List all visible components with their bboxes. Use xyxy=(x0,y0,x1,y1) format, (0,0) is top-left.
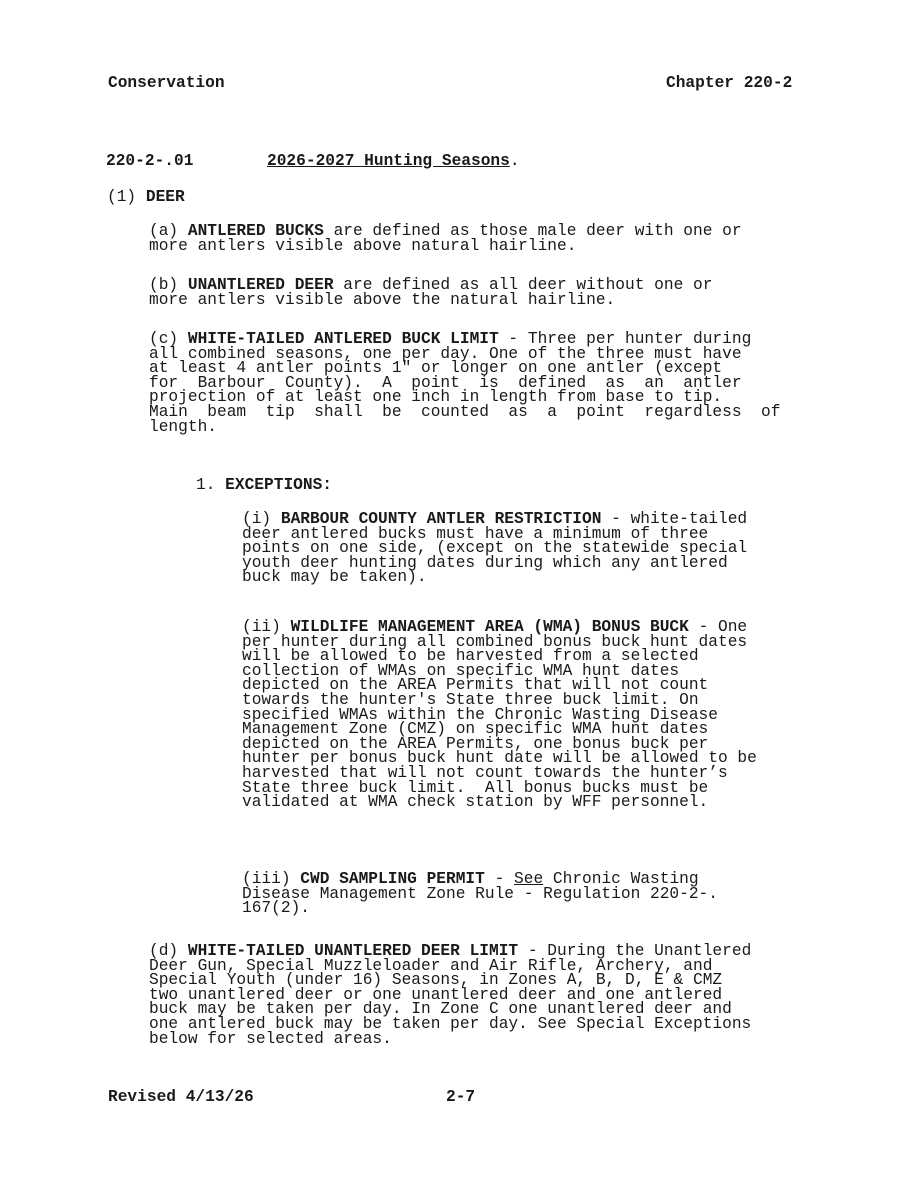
exception-iii: (iii) CWD SAMPLING PERMIT - See Chronic Wasting Disease Management Zone Rule - Regulation 220-2-. 167(2). xyxy=(242,870,718,918)
exception-i: (i) BARBOUR COUNTY ANTLER RESTRICTION - white-tailed deer antlered bucks must have a minimum of three points on one side, (except on the statewide special youth deer hunting dates during which any antlered buck may be taken). xyxy=(242,510,748,587)
see-link: See xyxy=(514,870,544,888)
section-title: 2026-2027 Hunting Seasons. xyxy=(267,152,520,170)
paragraph-c: (c) WHITE-TAILED ANTLERED BUCK LIMIT - Three per hunter during all combined seasons, one per day. One of the three must have at least 4 antler points 1" or longer on one antler (except for Barbour County). A point is defined as an antler projection of at least one inch in length from base to tip. Main beam tip shall be counted as a point regardless of length. xyxy=(149,330,781,436)
exception-ii: (ii) WILDLIFE MANAGEMENT AREA (WMA) BONUS BUCK - One per hunter during all combined bonus buck hunt dates will be allowed to be harvested from a selected collection of WMAs on specific WMA hunt dates depicted on the AREA Permits that will not count towards the hunter's State three buck limit. On specified WMAs within the Chronic Wasting Disease Management Zone (CMZ) on specific WMA hunt dates depicted on the AREA Permits, one bonus buck per hunter per bonus buck hunt date will be allowed to be harvested that will not count towards the hunter’s State three buck limit. All bonus bucks must be validated at WMA check station by WFF personnel. xyxy=(242,618,757,812)
footer-revised: Revised 4/13/26 xyxy=(108,1088,254,1106)
header-right: Chapter 220-2 xyxy=(666,74,793,92)
exceptions-heading: 1. EXCEPTIONS: xyxy=(196,476,333,494)
section-number: 220-2-.01 xyxy=(106,152,194,170)
header-left: Conservation xyxy=(108,74,225,92)
paragraph-a: (a) ANTLERED BUCKS are defined as those male deer with one or more antlers visible above natural hairline. xyxy=(149,222,742,255)
paragraph-d: (d) WHITE-TAILED UNANTLERED DEER LIMIT - During the Unantlered Deer Gun, Special Muzzleloader and Air Rifle, Archery, and Special Youth (under 16) Seasons, in Zones A, B, D, E & CMZ two unantlered deer or one unantlered deer and one antlered buck may be taken per day. In Zone C one unantlered deer and one antlered buck may be taken per day. See Special Exceptions below for selected areas. xyxy=(149,942,752,1048)
item-1-heading: (1) DEER xyxy=(107,188,185,206)
paragraph-b: (b) UNANTLERED DEER are defined as all deer without one or more antlers visible above the natural hairline. xyxy=(149,276,713,309)
footer-page-number: 2-7 xyxy=(446,1088,476,1106)
